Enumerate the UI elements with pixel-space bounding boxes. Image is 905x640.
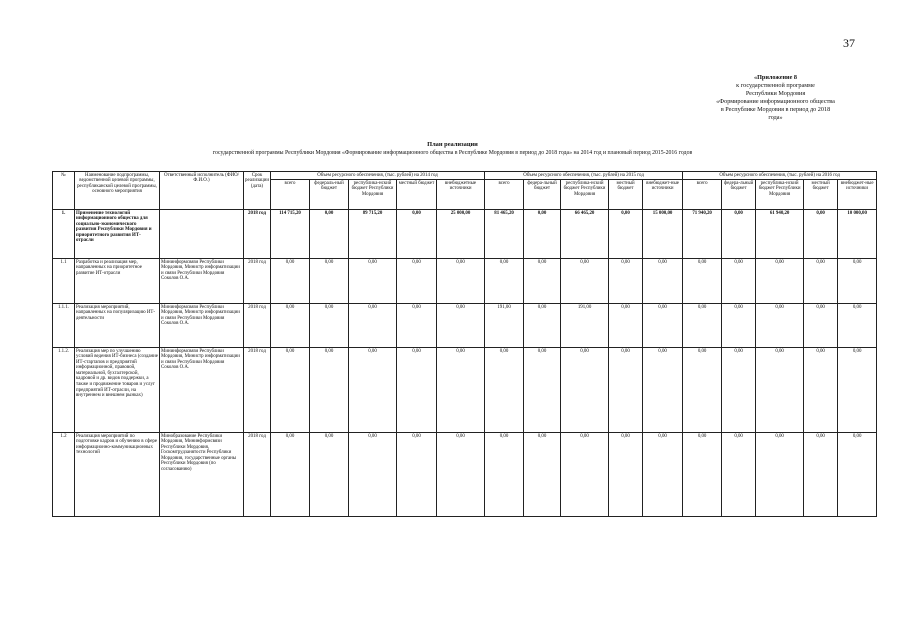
cell-2016-offbudget: 0,00 [838,304,877,348]
cell-2014-offbudget: 0,00 [437,259,485,304]
cell-2014-federal: 0,00 [310,304,349,348]
header-group-2014: Объем ресурсного обеспечения, (тыс. рублей) на 2014 год [271,172,485,180]
header-2015-total: всего [485,180,524,210]
cell-2015-republic: 0,00 [561,433,609,517]
cell-2015-republic: 66 465,20 [561,210,609,259]
cell-2015-offbudget: 0,00 [643,259,683,304]
appendix-line: в Республике Мордовия в период до 2018 [720,106,831,113]
row-name: Разработка и реализация мер, направленных на приоритетное развитие ИТ-отрасли [75,259,160,304]
cell-2015-offbudget: 0,00 [643,304,683,348]
cell-2014-federal: 0,00 [310,348,349,433]
cell-2014-offbudget: 0,00 [437,433,485,517]
cell-2015-total: 191,00 [485,304,524,348]
cell-2016-total: 0,00 [683,433,722,517]
header-2015-republic: республика-нский бюджет Республики Мордовия [561,180,609,210]
cell-2015-local: 0,00 [609,348,643,433]
row-responsible [160,210,244,259]
cell-2016-federal: 0,00 [722,348,756,433]
row-num: 1.1.2. [53,348,75,433]
cell-2015-local: 0,00 [609,210,643,259]
cell-2014-local: 0,00 [397,210,437,259]
header-2014-republic: республика-нский бюджет Республики Мордовия [349,180,397,210]
cell-2016-federal: 0,00 [722,433,756,517]
row-name: Реализация мероприятий по подготовке кадров и обучению в сфере информационно-коммуникационных технологий [75,433,160,517]
row-num: 1.1.1. [53,304,75,348]
row-deadline: 2018 год [244,433,271,517]
cell-2014-total: 0,00 [271,259,310,304]
cell-2016-local: 0,00 [804,304,838,348]
cell-2016-federal: 0,00 [722,304,756,348]
cell-2015-republic: 0,00 [561,259,609,304]
cell-2014-total: 0,00 [271,348,310,433]
cell-2014-local: 0,00 [397,433,437,517]
header-2016-republic: республика-нский бюджет Республики Мордовия [756,180,804,210]
header-2015-local: местный бюджет [609,180,643,210]
row-responsible: Мининформсвязи Республики Мордовия, Министр информатизации и связи Республики Мордовия Соколов О.А. [160,259,244,304]
appendix-line: Республики Мордовия [745,90,806,97]
cell-2015-offbudget: 15 000,00 [643,210,683,259]
appendix-line: года» [768,114,783,121]
cell-2014-local: 0,00 [397,259,437,304]
cell-2016-federal: 0,00 [722,210,756,259]
header-2015-federal: федера-льный бюджет [524,180,561,210]
header-2016-federal: федера-льный бюджет [722,180,756,210]
cell-2014-federal: 0,00 [310,259,349,304]
cell-2016-local: 0,00 [804,259,838,304]
row-deadline: 2018 год [244,210,271,259]
header-2016-offbudget: внебюджет-ные источники [838,180,877,210]
header-row-groups [53,172,877,180]
cell-2015-republic: 0,00 [561,348,609,433]
cell-2016-total: 0,00 [683,259,722,304]
cell-2015-local: 0,00 [609,433,643,517]
row-name: Реализация мер по улучшению условий ведения ИТ-бизнеса (создание ИТ-стартапов и предприятий информационной, правовой, материальной, бухгалтерской, кадровой и др. видов поддержки, а также и продвижение товаров и услуг предприятий ИТ-отрасли, на внутреннем и внешнем рынках) [75,348,160,433]
cell-2014-local: 0,00 [397,348,437,433]
cell-2014-local: 0,00 [397,304,437,348]
cell-2016-federal: 0,00 [722,259,756,304]
row-responsible: Мининформсвязи Республики Мордовия, Министр информатизации и связи Республики Мордовия Соколов О.А. [160,304,244,348]
cell-2015-total: 0,00 [485,433,524,517]
header-2016-total: всего [683,180,722,210]
cell-2014-republic: 0,00 [349,348,397,433]
row-name: Реализация мероприятий, направленных на популяризацию ИТ-деятельности [75,304,160,348]
header-2014-total: всего [271,180,310,210]
cell-2014-republic: 0,00 [349,433,397,517]
row-responsible: Мининформсвязи Республики Мордовия, Министр информатизации и связи Республики Мордовия Соколов О.А. [160,348,244,433]
cell-2015-total: 0,00 [485,259,524,304]
cell-2016-republic: 0,00 [756,348,804,433]
cell-2015-local: 0,00 [609,304,643,348]
cell-2016-republic: 0,00 [756,259,804,304]
cell-2014-total: 0,00 [271,304,310,348]
cell-2016-republic: 61 940,20 [756,210,804,259]
cell-2014-offbudget: 0,00 [437,304,485,348]
cell-2016-republic: 0,00 [756,304,804,348]
cell-2015-federal: 0,00 [524,304,561,348]
cell-2015-total: 0,00 [485,348,524,433]
cell-2015-federal: 0,00 [524,433,561,517]
cell-2015-federal: 0,00 [524,259,561,304]
header-2016-local: местный бюджет [804,180,838,210]
cell-2014-republic: 89 715,20 [349,210,397,259]
header-group-2015: Объем ресурсного обеспечения, (тыс. рублей) на 2015 год [485,172,683,180]
plan-title: План реализации [427,141,478,148]
header-2014-offbudget: внебюджетные источники [437,180,485,210]
header-num: № [53,172,75,210]
header-2014-local: местный бюджет [397,180,437,210]
plan-table [52,171,877,517]
row-deadline: 2018 год [244,259,271,304]
table-row [53,259,877,304]
header-2015-offbudget: внебюджет-ные источники [643,180,683,210]
table-row [53,433,877,517]
page-number: 37 [843,36,855,50]
row-num: 1. [53,210,75,259]
cell-2015-federal: 0,00 [524,210,561,259]
cell-2016-total: 0,00 [683,348,722,433]
header-name: Наименование подпрограммы, ведомственной целевой программы, республиканской целевой программы, основного мероприятия [75,172,160,210]
row-num: 1.2 [53,433,75,517]
appendix-line: к государственной программе [736,82,815,89]
cell-2015-federal: 0,00 [524,348,561,433]
header-group-2016: Объем ресурсного обеспечения, (тыс. рублей) на 2016 год [683,172,877,180]
cell-2015-offbudget: 0,00 [643,348,683,433]
appendix-block [688,74,863,122]
cell-2014-federal: 0,00 [310,433,349,517]
header-2014-federal: федераль-ный бюджет [310,180,349,210]
row-deadline: 2018 год [244,348,271,433]
appendix-line: «Формирование информационного общества [716,98,835,105]
cell-2016-total: 0,00 [683,304,722,348]
cell-2016-total: 71 940,20 [683,210,722,259]
cell-2014-federal: 0,00 [310,210,349,259]
cell-2014-total: 0,00 [271,433,310,517]
cell-2015-total: 81 465,20 [485,210,524,259]
cell-2016-offbudget: 0,00 [838,348,877,433]
cell-2014-republic: 0,00 [349,259,397,304]
cell-2016-local: 0,00 [804,210,838,259]
cell-2014-offbudget: 25 000,00 [437,210,485,259]
row-name: Применение технологий информационного общества для социально-экономического развития Республики Мордовия и приоритетного развития ИТ-отрасли [75,210,160,259]
cell-2016-offbudget: 0,00 [838,259,877,304]
table-row [53,210,877,259]
header-deadline: Срок реализации (дата) [244,172,271,210]
appendix-title: «Приложение 8 [754,74,797,81]
table-row [53,348,877,433]
cell-2015-republic: 191,00 [561,304,609,348]
row-responsible: Минобразование Республики Мордовия, Мининформсвязи Республики Мордовия, Госкомтрудзанятости Республики Мордовия, государственные органы Республики Мордовия (по согласованию) [160,433,244,517]
cell-2016-local: 0,00 [804,348,838,433]
cell-2015-local: 0,00 [609,259,643,304]
plan-subtitle: государственной программы Республики Мордовия «Формирование информационного общества в Республике Мордовия в период до 2018 года» на 2014 год и плановый период 2015-2016 годов [212,150,693,156]
cell-2014-republic: 0,00 [349,304,397,348]
row-deadline: 2018 год [244,304,271,348]
cell-2016-offbudget: 0,00 [838,433,877,517]
cell-2016-republic: 0,00 [756,433,804,517]
row-num: 1.1 [53,259,75,304]
cell-2014-total: 114 715,20 [271,210,310,259]
cell-2015-offbudget: 0,00 [643,433,683,517]
table-row [53,304,877,348]
header-responsible: Ответственный исполнитель (ФИО/Ф.И.О.) [160,172,244,210]
cell-2014-offbudget: 0,00 [437,348,485,433]
cell-2016-local: 0,00 [804,433,838,517]
cell-2016-offbudget: 10 000,00 [838,210,877,259]
